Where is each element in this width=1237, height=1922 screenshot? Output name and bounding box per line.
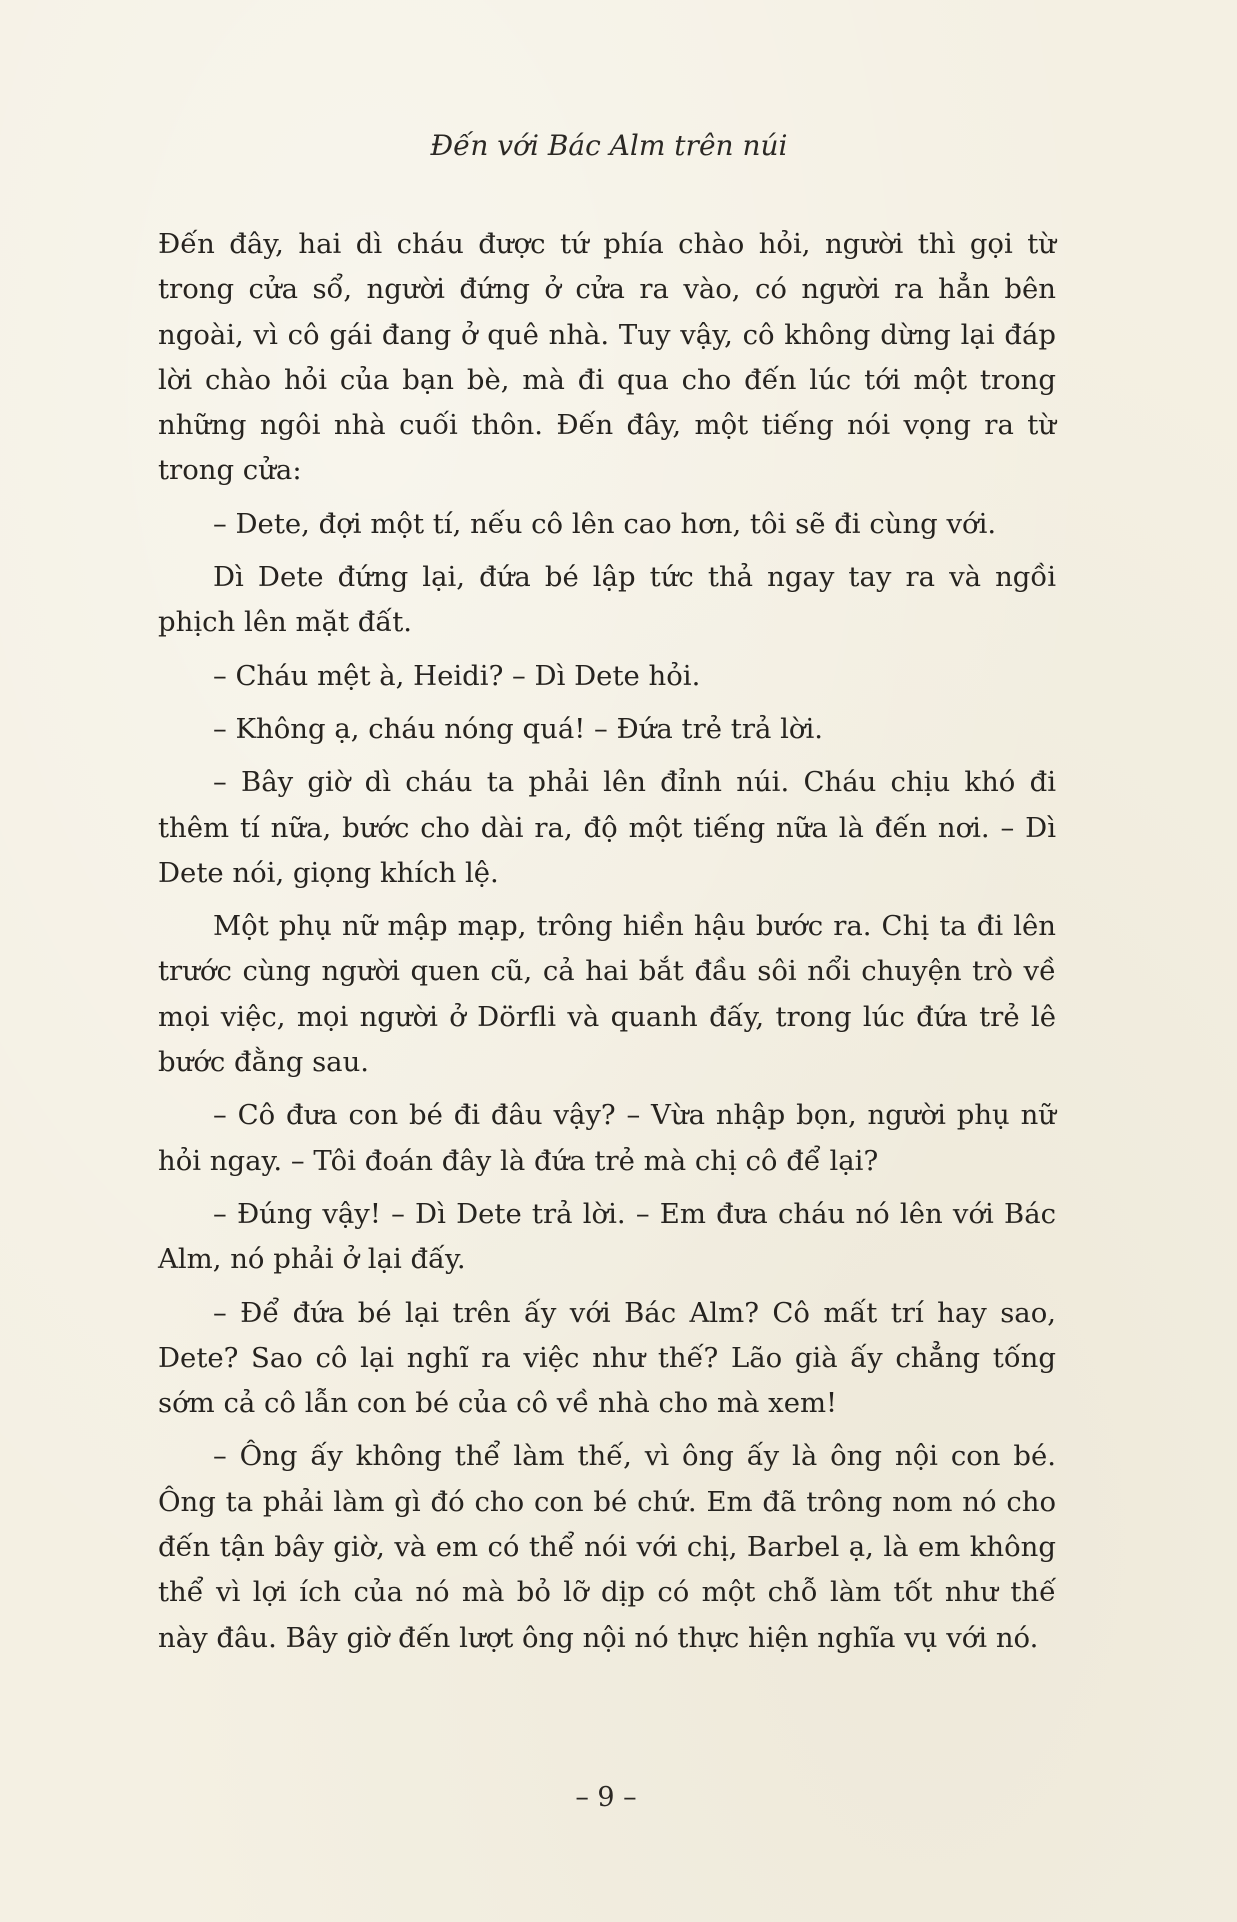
paragraph-6: – Bây giờ dì cháu ta phải lên đỉnh núi. Cháu chịu khó đi thêm tí nữa, bước cho dài ra, độ một tiếng nữa là đến nơi. – Dì Dete nói, giọng khích lệ. <box>158 766 1056 889</box>
paragraph-8: – Cô đưa con bé đi đâu vậy? – Vừa nhập bọn, người phụ nữ hỏi ngay. – Tôi đoán đây là đứa trẻ mà chị cô để lại? <box>158 1099 1056 1177</box>
paragraph-4: – Cháu mệt à, Heidi? – Dì Dete hỏi. <box>213 659 701 692</box>
page-number: – 9 – <box>575 1782 637 1813</box>
paragraph-3: Dì Dete đứng lại, đứa bé lập tức thả ngay tay ra và ngồi phịch lên mặt đất. <box>158 561 1056 639</box>
paragraph-1: Đến đây, hai dì cháu được tứ phía chào hỏi, người thì gọi từ trong cửa sổ, người đứng ở cửa ra vào, có người ra hẳn bên ngoài, vì cô gái đang ở quê nhà. Tuy vậy, cô không dừng lại đáp lời chào hỏi của bạn bè, mà đi qua cho đến lúc tới một trong những ngôi nhà cuối thôn. Đến đây, một tiếng nói vọng ra từ trong cửa: <box>158 228 1056 487</box>
paragraph-2: – Dete, đợi một tí, nếu cô lên cao hơn, tôi sẽ đi cùng với. <box>213 507 997 540</box>
paragraph-5: – Không ạ, cháu nóng quá! – Đứa trẻ trả lời. <box>213 712 823 745</box>
running-header: Đến với Bác Alm trên núi <box>430 129 788 162</box>
paragraph-10: – Để đứa bé lại trên ấy với Bác Alm? Cô mất trí hay sao, Dete? Sao cô lại nghĩ ra việc như thế? Lão già ấy chẳng tống sớm cả cô lẫn con bé của cô về nhà cho mà xem! <box>158 1296 1056 1420</box>
body-text <box>158 222 1056 1669</box>
paragraph-9: – Đúng vậy! – Dì Dete trả lời. – Em đưa cháu nó lên với Bác Alm, nó phải ở lại đấy. <box>158 1197 1056 1276</box>
paragraph-7: Một phụ nữ mập mạp, trông hiền hậu bước ra. Chị ta đi lên trước cùng người quen cũ, cả hai bắt đầu sôi nổi chuyện trò về mọi việc, mọi người ở Dörfli và quanh đấy, trong lúc đứa trẻ lê bước đằng sau. <box>158 910 1056 1079</box>
paragraph-11: – Ông ấy không thể làm thế, vì ông ấy là ông nội con bé. Ông ta phải làm gì đó cho con bé chứ. Em đã trông nom nó cho đến tận bây giờ, và em có thể nói với chị, Barbel ạ, là em không thể vì lợi ích của nó mà bỏ lỡ dịp có một chỗ làm tốt như thế này đâu. Bây giờ đến lượt ông nội nó thực hiện nghĩa vụ với nó. <box>158 1440 1056 1654</box>
